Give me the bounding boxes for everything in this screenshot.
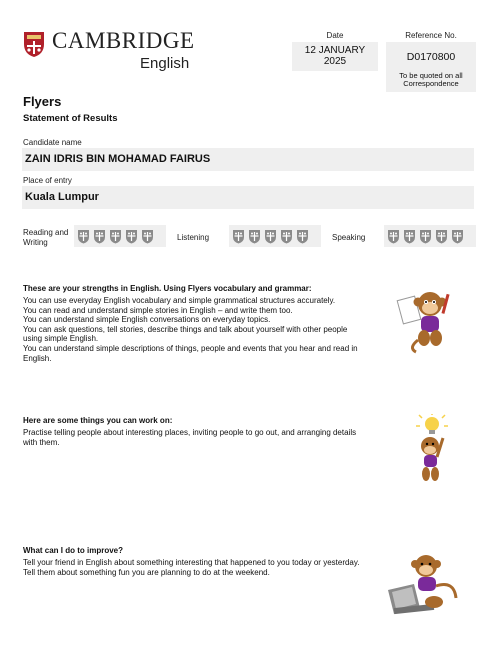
shield-icon <box>232 229 245 244</box>
shields-reading-writing <box>74 225 166 247</box>
shields-speaking <box>384 225 476 247</box>
reference-value: D0170800 <box>406 51 456 63</box>
shield-icon <box>141 229 154 244</box>
reference-box <box>386 42 476 92</box>
strengths-line: You can read and understand simple stories in English – and write them too. <box>23 305 293 315</box>
score-label-reading-writing: Reading and Writing <box>23 228 69 247</box>
shield-icon <box>93 229 106 244</box>
strengths-line: You can ask questions, tell stories, describe things and talk about yourself with other people <box>23 324 348 334</box>
work-on-line: Practise telling people about interesting places, inviting people to go out, and arranging details <box>23 428 357 437</box>
place-box <box>22 186 474 209</box>
monkey-laptop-icon <box>384 550 464 616</box>
shield-icon <box>403 229 416 244</box>
strengths-line: You can understand simple English conversations on everyday topics. <box>23 315 271 325</box>
shield-icon <box>435 229 448 244</box>
shield-icon <box>77 229 90 244</box>
brand-subtitle: English <box>140 55 190 72</box>
score-label-speaking: Speaking <box>332 233 366 242</box>
place-value: Kuala Lumpur <box>25 191 99 203</box>
cambridge-crest-icon <box>22 30 46 58</box>
improve-text <box>23 558 360 577</box>
exam-title: Flyers <box>23 94 62 109</box>
place-label: Place of entry <box>23 176 72 185</box>
date-value: 12 JANUARY 2025 <box>304 45 366 67</box>
shield-icon <box>125 229 138 244</box>
improve-line: Tell them about something fun you are planning to do at the weekend. <box>23 567 270 577</box>
shield-icon <box>280 229 293 244</box>
candidate-name-box <box>22 148 474 171</box>
shield-icon <box>387 229 400 244</box>
reference-label: Reference No. <box>405 31 457 40</box>
exam-subtitle: Statement of Results <box>23 113 118 124</box>
strengths-line: using simple English. <box>23 334 99 344</box>
improve-title: What can I do to improve? <box>23 546 124 555</box>
strengths-text <box>23 296 358 363</box>
candidate-name-label: Candidate name <box>23 138 82 147</box>
cambridge-logo <box>22 28 197 78</box>
monkey-reading-icon <box>396 288 460 354</box>
brand-name: CAMBRIDGE <box>52 28 195 53</box>
shield-icon <box>248 229 261 244</box>
strengths-line: English. <box>23 353 52 363</box>
shields-listening <box>229 225 321 247</box>
shield-icon <box>264 229 277 244</box>
monkey-lightbulb-icon <box>412 414 452 486</box>
shield-icon <box>419 229 432 244</box>
date-box <box>292 42 378 71</box>
candidate-name-value: ZAIN IDRIS BIN MOHAMAD FAIRUS <box>25 153 211 165</box>
shield-icon <box>296 229 309 244</box>
improve-line: Tell your friend in English about something interesting that happened to you today or yesterday. <box>23 558 360 567</box>
strengths-line: You can use everyday English vocabulary and simple grammatical structures accurately. <box>23 296 336 305</box>
shield-icon <box>109 229 122 244</box>
reference-note: To be quoted on all Correspondence <box>399 71 463 88</box>
date-label: Date <box>326 31 344 40</box>
shield-icon <box>451 229 464 244</box>
work-on-line: with them. <box>23 437 60 447</box>
work-on-title: Here are some things you can work on: <box>23 416 173 425</box>
work-on-text <box>23 428 356 447</box>
strengths-title: These are your strengths in English. Using Flyers vocabulary and grammar: <box>23 284 312 293</box>
strengths-line: You can understand simple descriptions of things, people and events that you hear and read in <box>23 343 358 353</box>
score-label-listening: Listening <box>177 233 210 242</box>
